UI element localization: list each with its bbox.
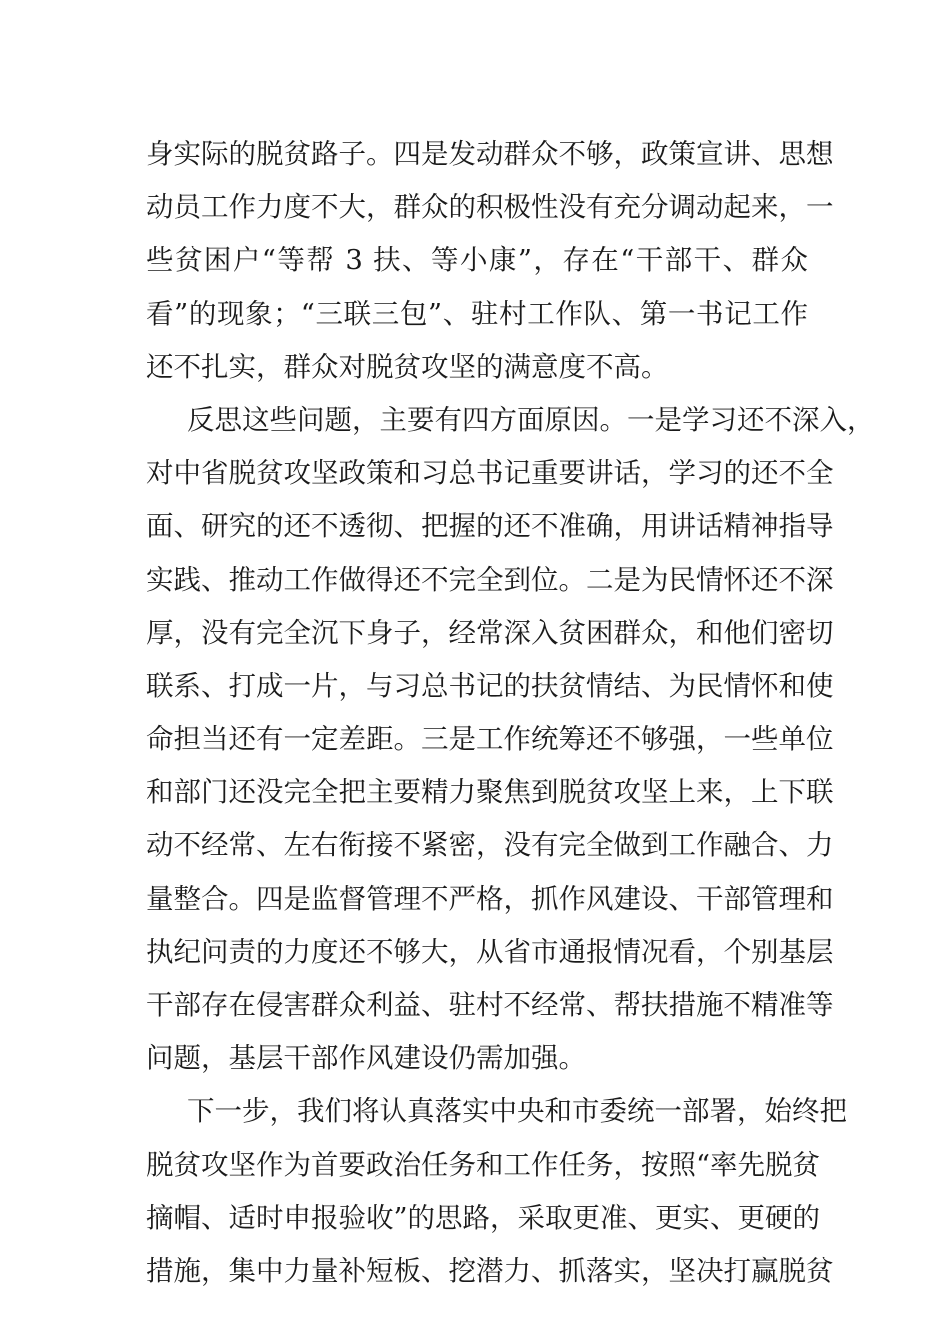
text-line: 联系、打成一片，与习总书记的扶贫情结、为民情怀和使	[146, 669, 834, 702]
text-line: 身实际的脱贫路子。四是发动群众不够，政策宣讲、思想	[146, 138, 834, 170]
text-line: 还不扎实，群众对脱贫攻坚的满意度不高。	[146, 350, 669, 383]
text-line: 执纪问责的力度还不够大，从省市通报情况看，个别基层	[146, 935, 834, 968]
text-line: 和部门还没完全把主要精力聚焦到脱贫攻坚上来，上下联	[146, 776, 834, 809]
text-line: 措施，集中力量补短板、挖潜力、抓落实，坚决打赢脱贫	[146, 1254, 834, 1287]
text-line: 对中省脱贫攻坚政策和习总书记重要讲话，学习的还不全	[146, 457, 834, 490]
text-line: 实践、推动工作做得还不完全到位。二是为民情怀还不深	[146, 563, 834, 596]
text-line: 厚，没有完全沉下身子，经常深入贫困群众，和他们密切	[146, 616, 834, 649]
text-line: 动员工作力度不大，群众的积极性没有充分调动起来，一	[146, 191, 834, 224]
text-line: 看”的现象；“三联三包”、驻村工作队、第一书记工作	[146, 297, 808, 330]
text-line: 动不经常、左右衔接不紧密，没有完全做到工作融合、力	[146, 829, 834, 862]
text-line: 些贫困户“等帮 3 扶、等小康”，存在“干部干、群众	[146, 244, 808, 277]
text-line: 摘帽、适时申报验收”的思路，采取更准、更实、更硬的	[146, 1201, 821, 1234]
text-line: 命担当还有一定差距。三是工作统筹还不够强，一些单位	[146, 723, 834, 756]
paragraph-start-line: 下一步，我们将认真落实中央和市委统一部署，始终把	[187, 1095, 847, 1128]
text-line: 面、研究的还不透彻、把握的还不准确，用讲话精神指导	[146, 510, 834, 543]
text-line: 干部存在侵害群众利益、驻村不经常、帮扶措施不精准等	[146, 989, 834, 1021]
text-line: 脱贫攻坚作为首要政治任务和工作任务，按照“率先脱贫	[146, 1148, 821, 1181]
text-line: 量整合。四是监督管理不严格，抓作风建设、干部管理和	[146, 882, 834, 915]
paragraph-start-line: 反思这些问题，主要有四方面原因。一是学习还不深入，	[187, 403, 875, 436]
document-body	[146, 128, 875, 1298]
text-line: 问题，基层干部作风建设仍需加强。	[146, 1042, 586, 1075]
